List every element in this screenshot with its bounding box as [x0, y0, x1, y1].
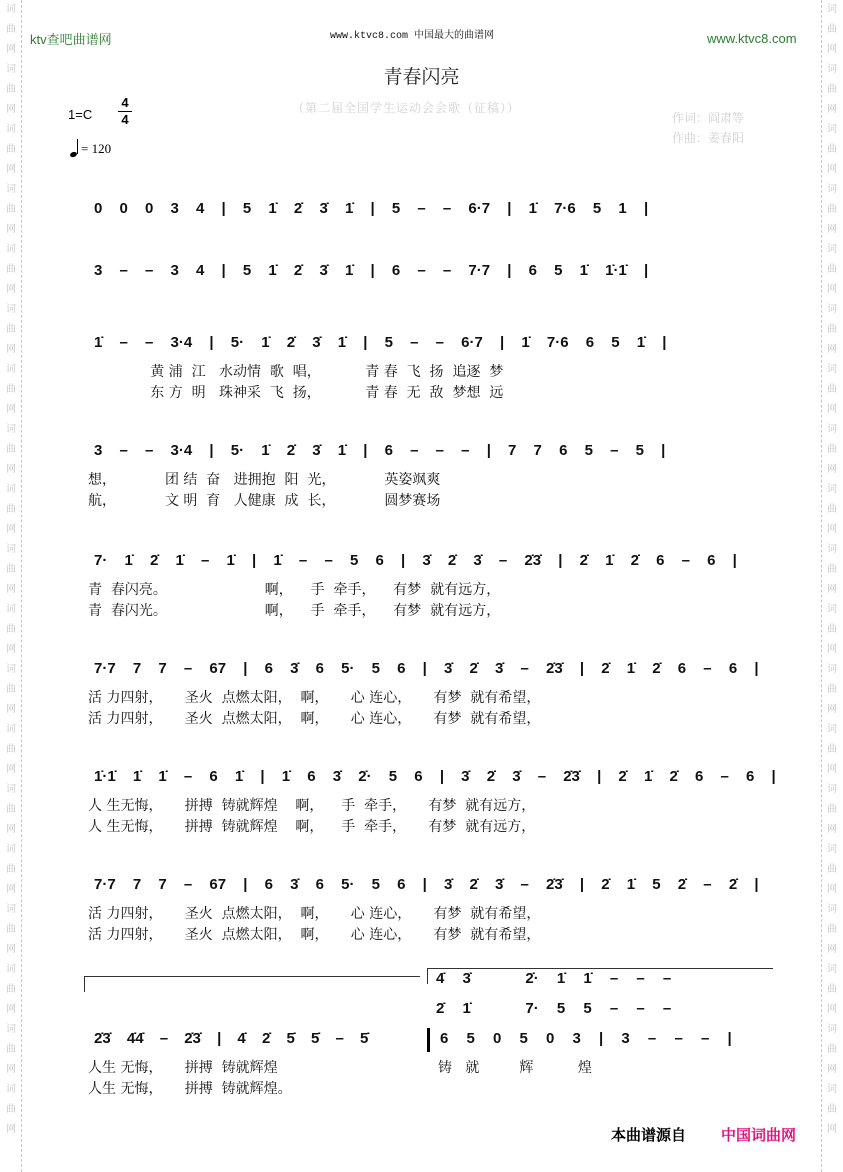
- watermark-group: [6, 420, 16, 480]
- notation-line: 1̇ – – 3·4 | 5· 1̇ 2̇ 3̇ 1̇ | 5 – – 6·7 | 1̇ 7·6 6 5 1̇ |: [94, 334, 667, 351]
- watermark-char: 词: [827, 304, 837, 315]
- lyric-line: 黄 浦 江 水动情 歌 唱， 青 春 飞 扬 追逐 梦: [88, 364, 504, 380]
- upper-voice-2: 2̇ 1̇ 7· 5 5 – – –: [436, 1000, 672, 1017]
- watermark-char: 词: [827, 4, 837, 15]
- watermark-char: 网: [6, 284, 16, 295]
- watermark-group: [6, 120, 16, 180]
- watermark-group: [827, 240, 837, 300]
- watermark-char: 网: [6, 944, 16, 955]
- watermark-char: 网: [6, 164, 16, 175]
- quarter-note-icon: [70, 139, 78, 157]
- song-title: 青春闪亮: [383, 66, 460, 88]
- watermark-char: 曲: [827, 84, 837, 95]
- watermark-char: 曲: [827, 264, 837, 275]
- watermark-char: 网: [6, 1124, 16, 1135]
- watermark-char: 网: [827, 104, 837, 115]
- watermark-char: 词: [827, 1024, 837, 1035]
- watermark-char: 词: [6, 184, 16, 195]
- upper-voice-1: 4̇ 3̇ 2̇· 1̇ 1̇ – – –: [436, 970, 672, 987]
- watermark-char: 词: [6, 844, 16, 855]
- watermark-char: 网: [6, 764, 16, 775]
- watermark-char: 词: [827, 664, 837, 675]
- volta-bracket-1: [84, 976, 420, 992]
- watermark-char: 网: [6, 884, 16, 895]
- lyric-line: 青 春闪光。 啊， 手 牵手， 有梦 就有远方，: [88, 603, 501, 619]
- watermark-char: 曲: [6, 384, 16, 395]
- song-credits: [672, 108, 744, 148]
- watermark-char: 词: [827, 124, 837, 135]
- notation-line: 7· 1̇ 2̇ 1̇ – 1̇ | 1̇ – – 5 6 | 3̇ 2̇ 3̇ – 2̇3̇ | 2̇ 1̇ 2̇ 6 – 6 |: [94, 552, 737, 569]
- watermark-char: 曲: [6, 24, 16, 35]
- watermark-char: 网: [827, 404, 837, 415]
- watermark-char: 网: [827, 44, 837, 55]
- watermark-char: 词: [6, 1084, 16, 1095]
- watermark-group: [827, 120, 837, 180]
- watermark-char: 词: [6, 244, 16, 255]
- watermark-group: [6, 480, 16, 540]
- watermark-group: [827, 360, 837, 420]
- watermark-char: 网: [827, 824, 837, 835]
- tempo-marking: [70, 139, 111, 157]
- watermark-char: 词: [827, 904, 837, 915]
- watermark-char: 词: [827, 604, 837, 615]
- notation-line: 0 0 0 3 4 | 5 1̇ 2̇ 3̇ 1̇ | 5 – – 6·7 | 1̇ 7·6 5 1 |: [94, 200, 649, 217]
- watermark-group: [6, 300, 16, 360]
- lyric-line: 活 力四射， 圣火 点燃太阳， 啊， 心 连心， 有梦 就有希望，: [88, 711, 541, 727]
- watermark-char: 词: [6, 664, 16, 675]
- watermark-char: 网: [827, 464, 837, 475]
- watermark-char: 网: [827, 764, 837, 775]
- watermark-char: 曲: [827, 684, 837, 695]
- watermark-char: 词: [6, 4, 16, 15]
- watermark-char: 曲: [827, 324, 837, 335]
- time-signature-top: 4: [121, 95, 129, 110]
- watermark-char: 网: [6, 1064, 16, 1075]
- site-link-right[interactable]: www.ktvc8.com: [707, 31, 797, 46]
- watermark-char: 网: [6, 824, 16, 835]
- watermark-char: 网: [827, 884, 837, 895]
- lyric-line: 航， 文 明 育 人健康 成 长， 圆梦赛场: [88, 493, 441, 509]
- watermark-group: [6, 660, 16, 720]
- watermark-group: [6, 360, 16, 420]
- watermark-group: [827, 900, 837, 960]
- watermark-group: [827, 660, 837, 720]
- lyric-line: 活 力四射， 圣火 点燃太阳， 啊， 心 连心， 有梦 就有希望，: [88, 927, 541, 943]
- watermark-char: 词: [827, 484, 837, 495]
- watermark-char: 词: [6, 304, 16, 315]
- watermark-group: [827, 420, 837, 480]
- watermark-group: [6, 1020, 16, 1080]
- composer-credit: 作曲：姜春阳: [672, 131, 745, 145]
- watermark-char: 词: [6, 964, 16, 975]
- lyric-line: 青 春闪亮。 啊， 手 牵手， 有梦 就有远方，: [88, 582, 501, 598]
- watermark-char: 曲: [827, 444, 837, 455]
- watermark-char: 网: [6, 404, 16, 415]
- watermark-char: 网: [6, 104, 16, 115]
- watermark-group: [6, 240, 16, 300]
- watermark-char: 词: [827, 364, 837, 375]
- watermark-char: 网: [6, 1004, 16, 1015]
- watermark-group: [827, 840, 837, 900]
- watermark-char: 曲: [827, 804, 837, 815]
- watermark-char: 网: [6, 644, 16, 655]
- watermark-group: [6, 960, 16, 1020]
- watermark-group: [827, 600, 837, 660]
- lyric-line: 东 方 明 珠神采 飞 扬， 青 春 无 敌 梦想 远: [88, 385, 504, 401]
- watermark-group: [6, 720, 16, 780]
- final-lyric-ending: 铸 就 辉 煌: [438, 1060, 592, 1076]
- watermark-char: 曲: [6, 264, 16, 275]
- watermark-char: 词: [6, 64, 16, 75]
- final-lyric-line-1: 人生 无悔， 拼搏 铸就辉煌: [88, 1060, 278, 1076]
- final-lyric-line-2: 人生 无悔， 拼搏 铸就辉煌。: [88, 1081, 292, 1097]
- watermark-group: [827, 540, 837, 600]
- watermark-char: 词: [827, 724, 837, 735]
- watermark-char: 曲: [6, 744, 16, 755]
- time-signature: [118, 96, 132, 127]
- watermark-char: 曲: [827, 984, 837, 995]
- watermark-group: [6, 1080, 16, 1140]
- watermark-group: [6, 540, 16, 600]
- watermark-char: 曲: [827, 24, 837, 35]
- watermark-char: 曲: [6, 804, 16, 815]
- watermark-char: 曲: [6, 864, 16, 875]
- watermark-group: [827, 480, 837, 540]
- watermark-char: 网: [827, 704, 837, 715]
- lyric-line: 人 生无悔， 拼搏 铸就辉煌 啊， 手 牵手， 有梦 就有远方，: [88, 798, 536, 814]
- watermark-group: [827, 0, 837, 60]
- source-site-link[interactable]: 中国词曲网: [721, 1126, 797, 1144]
- watermark-char: 曲: [827, 624, 837, 635]
- watermark-char: 词: [6, 784, 16, 795]
- watermark-char: 网: [827, 1064, 837, 1075]
- watermark-char: 网: [6, 704, 16, 715]
- watermark-char: 词: [6, 364, 16, 375]
- tempo-value: = 120: [81, 141, 112, 156]
- watermark-char: 曲: [6, 564, 16, 575]
- lyric-line: 想， 团 结 奋 进拥抱 阳 光， 英姿飒爽: [88, 472, 441, 488]
- watermark-group: [6, 780, 16, 840]
- watermark-group: [827, 1020, 837, 1080]
- song-subtitle: （第二届全国学生运动会会歌（征稿））: [292, 101, 521, 115]
- watermark-char: 词: [6, 484, 16, 495]
- watermark-char: 曲: [6, 684, 16, 695]
- watermark-char: 词: [6, 904, 16, 915]
- watermark-char: 词: [827, 964, 837, 975]
- watermark-char: 网: [827, 524, 837, 535]
- watermark-char: 词: [827, 844, 837, 855]
- lyric-line: 人 生无悔， 拼搏 铸就辉煌 啊， 手 牵手， 有梦 就有远方，: [88, 819, 536, 835]
- watermark-char: 词: [6, 604, 16, 615]
- repeat-barline: [427, 1028, 430, 1052]
- watermark-group: [827, 300, 837, 360]
- watermark-char: 词: [6, 724, 16, 735]
- watermark-char: 曲: [827, 204, 837, 215]
- watermark-char: 曲: [827, 564, 837, 575]
- watermark-char: 网: [827, 1004, 837, 1015]
- watermark-char: 曲: [827, 384, 837, 395]
- watermark-char: 曲: [827, 924, 837, 935]
- watermark-char: 网: [6, 224, 16, 235]
- watermark-char: 曲: [6, 624, 16, 635]
- watermark-char: 网: [6, 524, 16, 535]
- watermark-group: [827, 780, 837, 840]
- key-signature: 1=C: [68, 107, 93, 122]
- watermark-char: 词: [6, 1024, 16, 1035]
- watermark-group: [827, 180, 837, 240]
- watermark-char: 曲: [6, 924, 16, 935]
- watermark-char: 词: [827, 64, 837, 75]
- watermark-char: 曲: [6, 1104, 16, 1115]
- watermark-char: 词: [827, 244, 837, 255]
- watermark-char: 曲: [827, 1104, 837, 1115]
- watermark-group: [6, 900, 16, 960]
- time-signature-bottom: 4: [121, 112, 129, 127]
- watermark-char: 曲: [6, 444, 16, 455]
- lyric-line: 活 力四射， 圣火 点燃太阳， 啊， 心 连心， 有梦 就有希望，: [88, 906, 541, 922]
- watermark-char: 词: [6, 544, 16, 555]
- watermark-char: 词: [827, 784, 837, 795]
- left-watermark-strip: [0, 0, 22, 1172]
- watermark-char: 词: [6, 424, 16, 435]
- source-label: 本曲谱源自: [611, 1126, 687, 1144]
- watermark-char: 词: [827, 1084, 837, 1095]
- watermark-char: 曲: [6, 144, 16, 155]
- watermark-char: 曲: [827, 864, 837, 875]
- lyricist-credit: 作词：阎肃等: [672, 111, 745, 125]
- watermark-char: 曲: [827, 744, 837, 755]
- watermark-char: 曲: [6, 84, 16, 95]
- watermark-char: 网: [6, 44, 16, 55]
- watermark-char: 网: [827, 164, 837, 175]
- final-notes-b: 6 5 0 5 0 3 | 3 – – – |: [440, 1030, 732, 1047]
- watermark-char: 网: [827, 944, 837, 955]
- notation-line: 7·7 7 7 – 67 | 6 3̇ 6 5· 5 6 | 3̇ 2̇ 3̇ – 2̇3̇ | 2̇ 1̇ 2̇ 6 – 6 |: [94, 660, 759, 677]
- watermark-char: 曲: [6, 504, 16, 515]
- site-link-left[interactable]: ktv查吧曲谱网: [30, 32, 112, 47]
- watermark-group: [827, 960, 837, 1020]
- watermark-group: [827, 1080, 837, 1140]
- watermark-char: 网: [6, 584, 16, 595]
- right-watermark-strip: [821, 0, 843, 1172]
- watermark-char: 词: [827, 424, 837, 435]
- watermark-char: 曲: [827, 504, 837, 515]
- notation-line: 7·7 7 7 – 67 | 6 3̇ 6 5· 5 6 | 3̇ 2̇ 3̇ – 2̇3̇ | 2̇ 1̇ 5 2̇ – 2̇ |: [94, 876, 759, 893]
- watermark-char: 网: [6, 464, 16, 475]
- watermark-char: 词: [827, 544, 837, 555]
- watermark-char: 词: [6, 124, 16, 135]
- watermark-group: [6, 180, 16, 240]
- watermark-char: 网: [827, 1124, 837, 1135]
- notation-line: 3 – – 3·4 | 5· 1̇ 2̇ 3̇ 1̇ | 6 – – – | 7 7 6 5 – 5 |: [94, 442, 666, 459]
- watermark-char: 曲: [6, 1044, 16, 1055]
- final-notes-a: 2̇3̇ 4̇4̇ – 2̇3̇ | 4̇ 2̇ 5̇ 5̇ – 5̇: [94, 1030, 369, 1047]
- watermark-char: 曲: [827, 1044, 837, 1055]
- watermark-char: 网: [827, 644, 837, 655]
- watermark-char: 网: [827, 224, 837, 235]
- watermark-char: 网: [6, 344, 16, 355]
- notation-line: 3 – – 3 4 | 5 1̇ 2̇ 3̇ 1̇ | 6 – – 7·7 | 6 5 1̇ 1̇·1̇ |: [94, 262, 649, 279]
- watermark-char: 网: [827, 584, 837, 595]
- watermark-group: [6, 600, 16, 660]
- watermark-group: [827, 720, 837, 780]
- watermark-char: 曲: [6, 984, 16, 995]
- watermark-char: 词: [827, 184, 837, 195]
- lyric-line: 活 力四射， 圣火 点燃太阳， 啊， 心 连心， 有梦 就有希望，: [88, 690, 541, 706]
- watermark-char: 曲: [6, 324, 16, 335]
- watermark-char: 网: [827, 344, 837, 355]
- watermark-group: [6, 0, 16, 60]
- notation-line: 1̇·1̇ 1̇ 1̇ – 6 1̇ | 1̇ 6 3̇ 2̇· 5 6 | 3̇ 2̇ 3̇ – 2̇3̇ | 2̇ 1̇ 2̇ 6 – 6 |: [94, 768, 776, 785]
- watermark-char: 网: [827, 284, 837, 295]
- site-banner: www.ktvc8.com 中国最大的曲谱网: [330, 31, 495, 42]
- watermark-char: 曲: [6, 204, 16, 215]
- watermark-char: 曲: [827, 144, 837, 155]
- watermark-group: [6, 840, 16, 900]
